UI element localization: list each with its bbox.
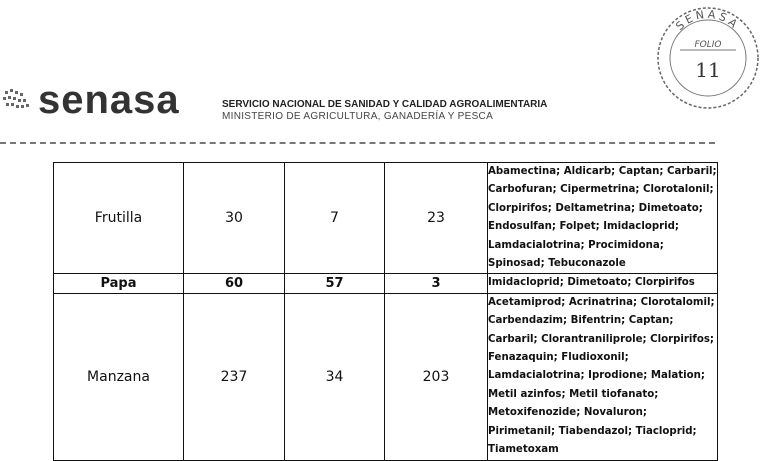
table-row [54,274,718,293]
table-cell: 30 [184,163,285,274]
folio-stamp [652,2,764,112]
pesticide-table [53,162,718,461]
ministry-name: MINISTERIO DE AGRICULTURA, GANADERÍA Y PESCA [222,111,494,122]
active-ingredients-list: Acetamiprod; Acrinatrina; Clorotalomil; Carbendazim; Bifentrin; Captan; Carbaril; Clorantraniliprole; Clorpirifos; Fenazaquin; Fludioxonil; Lamdacialotrina; Iprodione; Malation; Metil azinfos; Metil tiofanato; Metoxifenozide; Novaluron; Pirimetanil; Tiabendazol; Tiacloprid; Tiametoxam [488,293,718,460]
table-row [54,163,718,274]
table-cell: 34 [285,293,385,460]
table-cell: 3 [385,274,488,293]
header-divider [0,142,715,144]
table-cell: 57 [285,274,385,293]
active-ingredients-list: Imidacloprid; Dimetoato; Clorpirifos [488,274,718,293]
senasa-emblem-icon [3,88,31,110]
table-cell: 7 [285,163,385,274]
crop-name: Manzana [54,293,184,460]
stamp-folio-number: 11 [695,58,721,82]
stamp-folio-label: FOLIO [694,40,722,50]
institution-name: SERVICIO NACIONAL DE SANIDAD Y CALIDAD AGROALIMENTARIA [222,99,548,110]
senasa-logo: senasa [38,78,180,122]
crop-name: Papa [54,274,184,293]
table-cell: 203 [385,293,488,460]
table-cell: 60 [184,274,285,293]
stamp-text: SENASA [673,7,742,34]
table-cell: 23 [385,163,488,274]
table-cell: 237 [184,293,285,460]
institution-header [222,99,547,123]
active-ingredients-list: Abamectina; Aldicarb; Captan; Carbaril; Carbofuran; Cipermetrina; Clorotalonil; Clorpirifos; Deltametrina; Dimetoato; Endosulfan; Folpet; Imidacloprid; Lamdacialotrina; Procimidona; Spinosad; Tebuconazole [488,163,718,274]
svg-text:SENASA [673,8,742,33]
table-row [54,293,718,460]
crop-name: Frutilla [54,163,184,274]
